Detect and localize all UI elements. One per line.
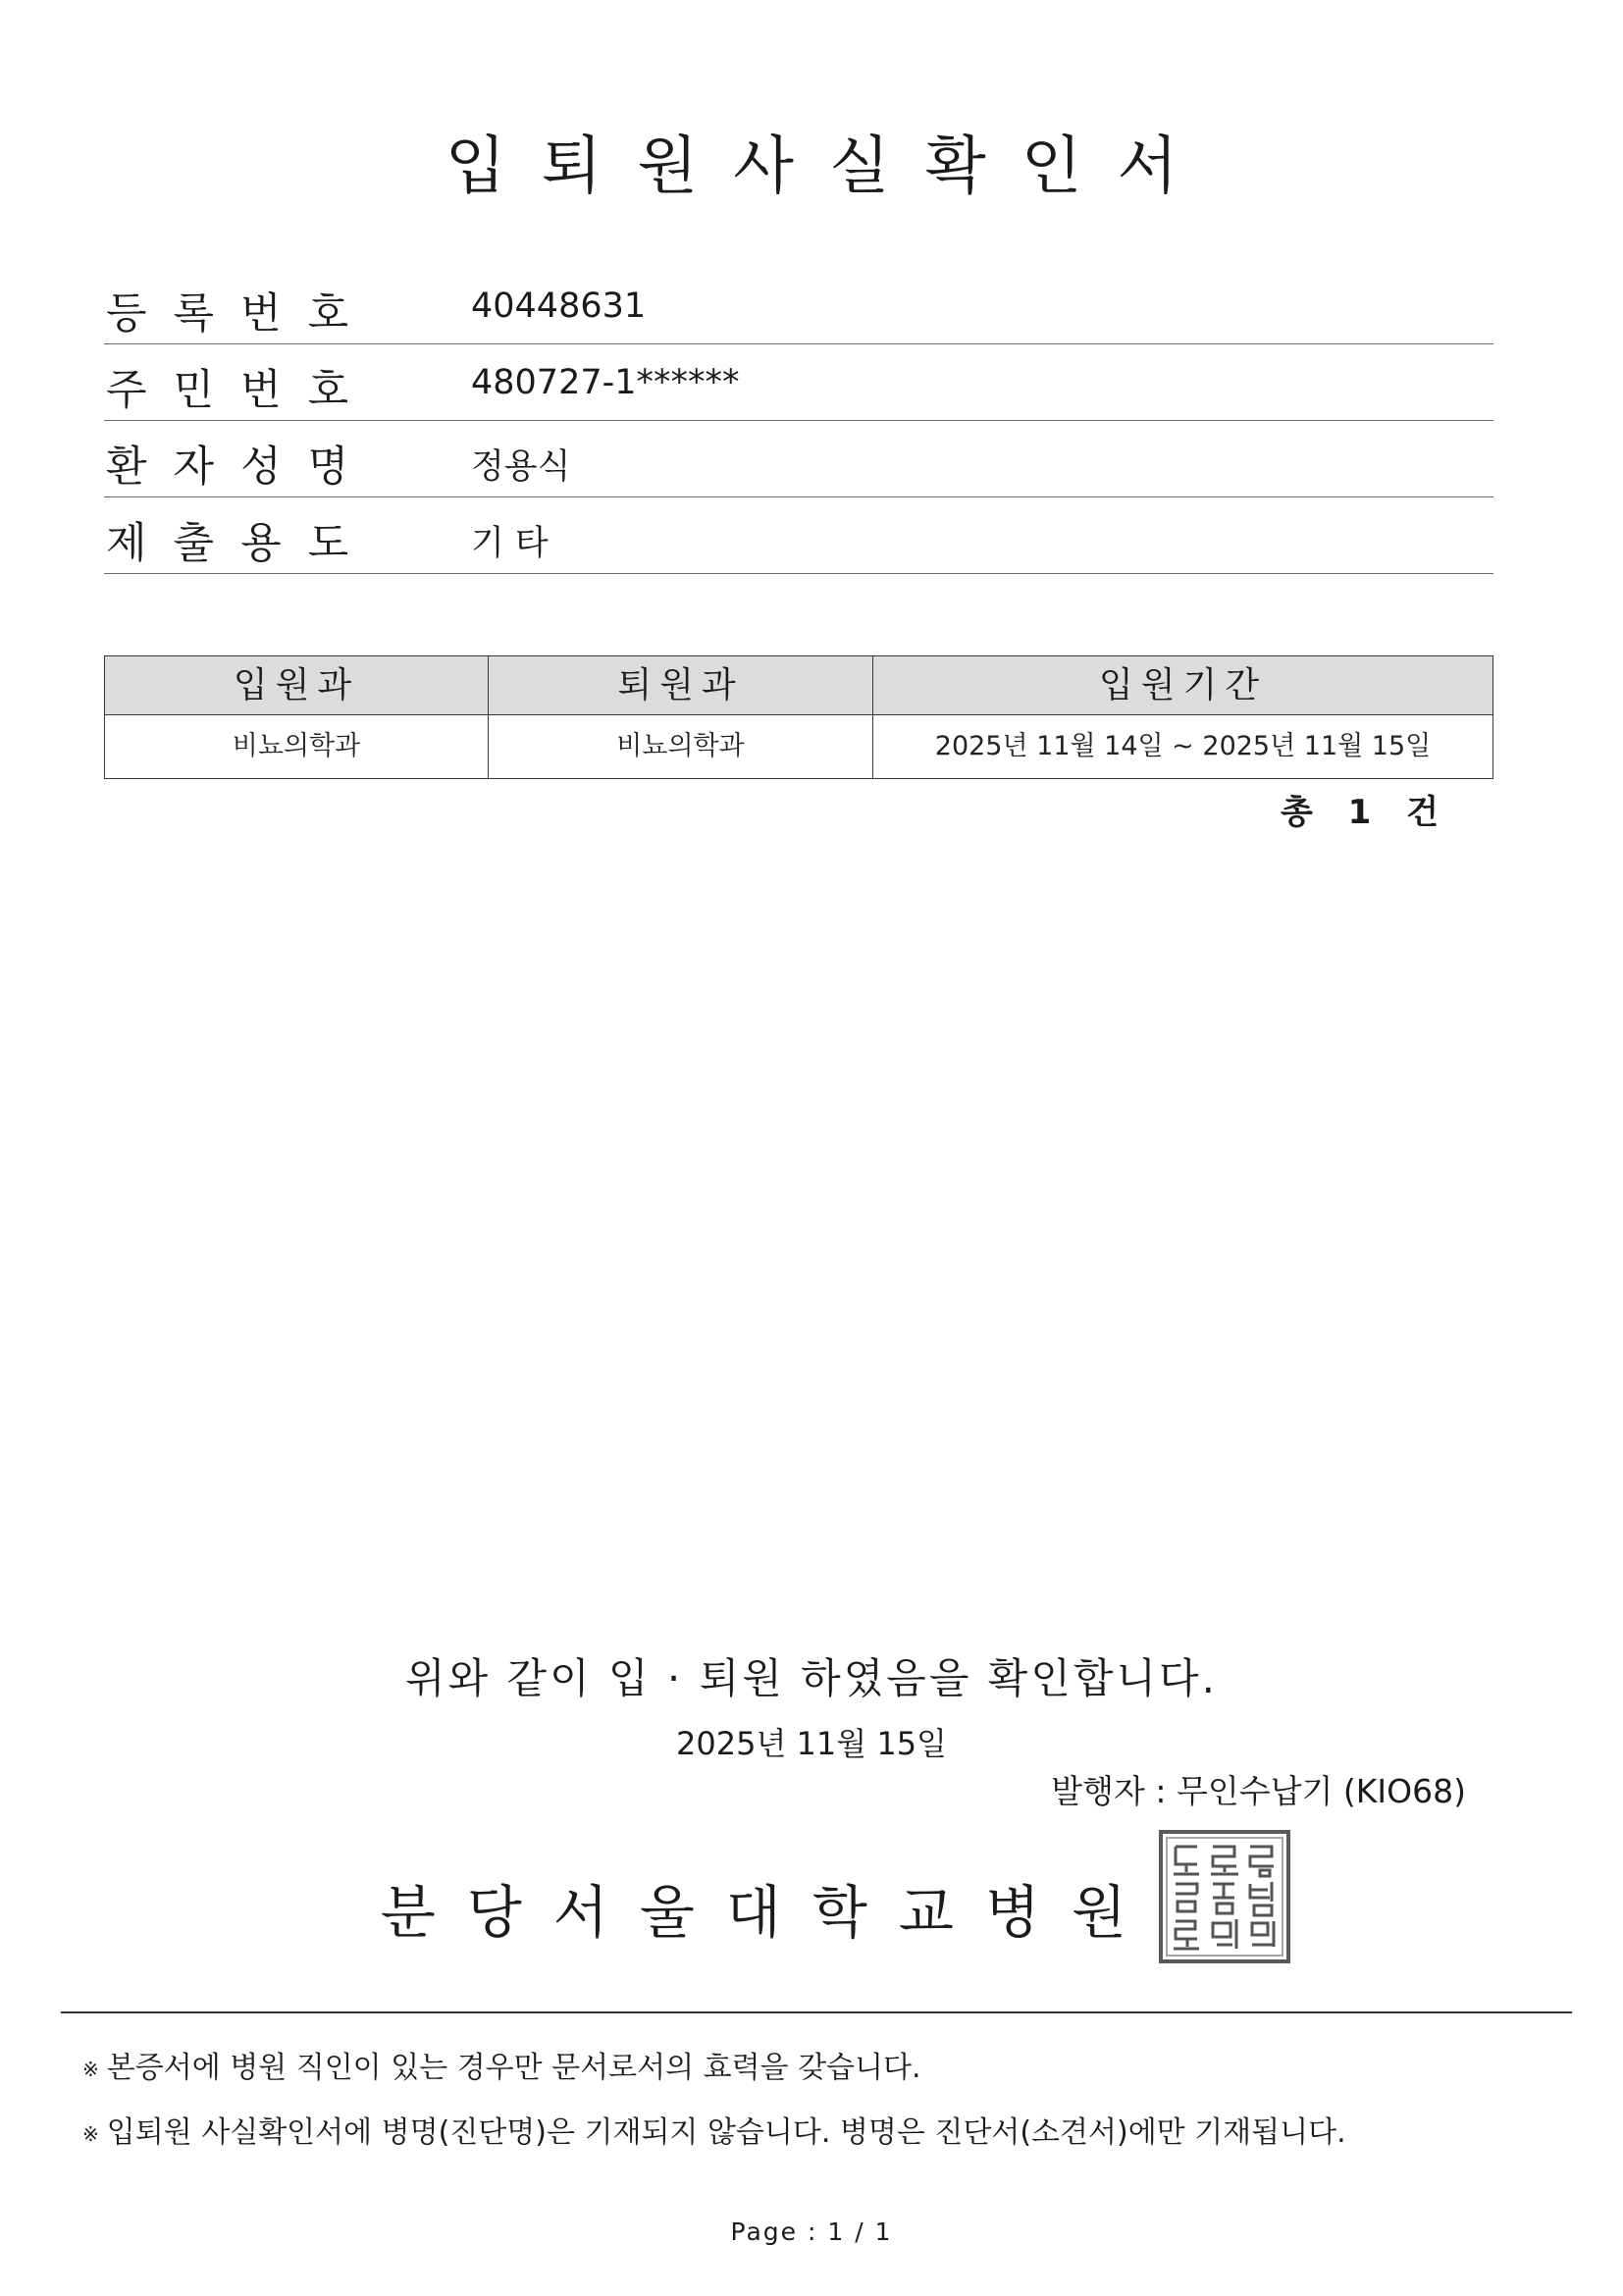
registration-number-label: 등록번호: [106, 289, 376, 339]
header-admission-period: 입원기간: [872, 656, 1492, 715]
notice-mark-2: ※: [82, 2121, 99, 2146]
document-title: 입퇴원사실확인서: [445, 130, 1214, 203]
notice-2: [82, 2108, 1346, 2151]
purpose-label: 제출용도: [106, 519, 376, 568]
info-row-resident: [104, 343, 1493, 421]
notice-text-1: 본증서에 병원 직인이 있는 경우만 문서로서의 효력을 갖습니다.: [106, 2051, 921, 2085]
info-row-registration: [104, 267, 1493, 344]
confirmation-date: 2025년 11월 15일: [676, 1725, 947, 1762]
purpose-value: 기 타: [471, 524, 549, 563]
hospital-seal-stamp: [1158, 1829, 1291, 1964]
seal-icon: [1158, 1829, 1291, 1964]
cell-discharge-dept: 비뇨의학과: [488, 715, 872, 778]
cell-admission-period: 2025년 11월 14일 ~ 2025년 11월 15일: [872, 715, 1492, 778]
admission-table: [104, 655, 1493, 779]
patient-name-label: 환자성명: [106, 443, 376, 492]
hospital-name: 분당서울대학교병원: [380, 1879, 1158, 1946]
patient-name-value: 정용식: [471, 447, 571, 487]
info-row-purpose: [104, 496, 1493, 574]
cell-admission-dept: 비뇨의학과: [232, 731, 361, 761]
total-count: 총 1 건: [1280, 793, 1450, 832]
notice-mark-1: ※: [82, 2057, 99, 2081]
confirmation-sentence: 위와 같이 입 · 퇴원 하였음을 확인합니다.: [405, 1654, 1218, 1702]
issuer-text: 발행자 : 무인수납기 (KIO68): [1051, 1772, 1466, 1810]
resident-number-label: 주민번호: [106, 366, 376, 415]
resident-number-value: 480727-1******: [471, 363, 740, 402]
notice-1: [82, 2043, 921, 2086]
footer-divider: [61, 2011, 1572, 2013]
header-admission-dept: 입원과: [105, 656, 488, 715]
info-row-patient: [104, 420, 1493, 497]
page-number: Page : 1 / 1: [730, 2218, 893, 2246]
header-discharge-dept: 퇴원과: [488, 656, 872, 715]
notice-text-2: 입퇴원 사실확인서에 병명(진단명)은 기재되지 않습니다. 병명은 진단서(소견서)에만 기재됩니다.: [106, 2115, 1346, 2150]
registration-number-value: 40448631: [471, 287, 647, 326]
